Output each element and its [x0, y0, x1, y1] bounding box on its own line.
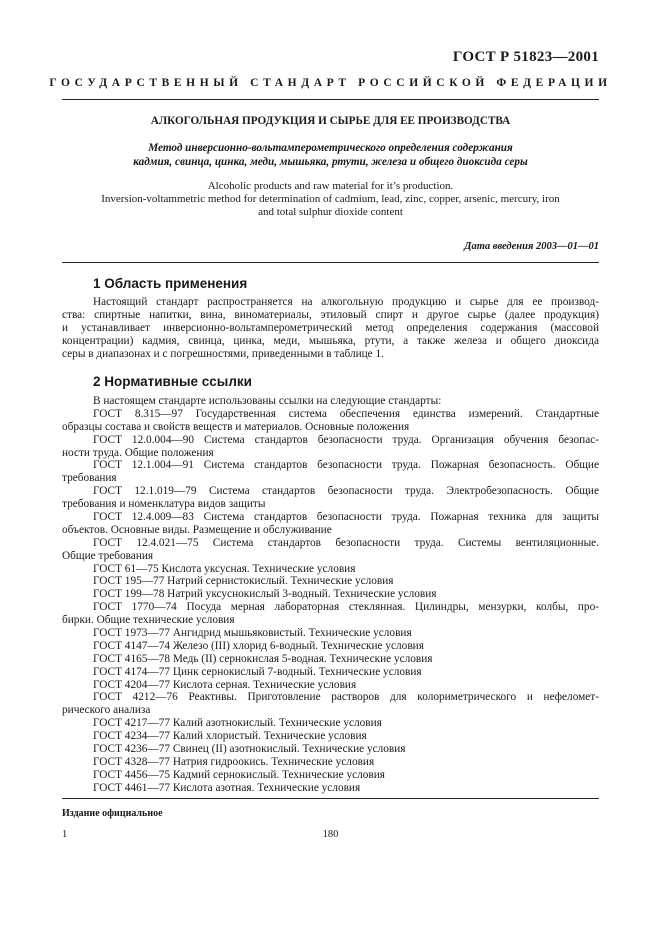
text-line: ГОСТ 8.315—97 Государственная система обеспечения единства измерений. Стандартные [93, 407, 599, 420]
section-1-heading: 1 Область применения [93, 276, 248, 291]
text-line: ГОСТ 1770—74 Посуда мерная лабораторная стеклянная. Цилиндры, мензурки, колбы, про- [93, 601, 599, 614]
text-line: ГОСТ 4165—78 Медь (II) сернокислая 5-водная. Технические условия [93, 652, 433, 665]
text-line: требования [62, 472, 117, 485]
text-line: рического анализа [62, 704, 151, 717]
text-line: ности труда. Общие положения [62, 446, 214, 459]
section-1-body [62, 296, 599, 360]
text-line: образцы состава и свойств веществ и материалов. Основные положения [62, 420, 410, 433]
text-line: ГОСТ 4147—74 Железо (III) хлорид 6-водный. Технические условия [93, 639, 424, 652]
page-number-center: 180 [322, 829, 339, 840]
text-line: ГОСТ 199—78 Натрий уксуснокислый 3-водный. Технические условия [93, 588, 437, 601]
text-line: ГОСТ 4456—75 Кадмий сернокислый. Технические условия [93, 768, 385, 781]
edition-note: Издание официальное [62, 808, 163, 819]
date-divider [62, 262, 599, 263]
text-line: ГОСТ 12.4.009—83 Система стандартов безопасности труда. Пожарная техника для защиты [93, 511, 599, 524]
text-line: В настоящем стандарте использованы ссылки на следующие стандарты: [93, 395, 442, 407]
state-standard-banner: ГОСУДАРСТВЕННЫЙ СТАНДАРТ РОССИЙСКОЙ ФЕДЕРАЦИИ [49, 77, 612, 89]
gost-number: ГОСТ Р 51823—2001 [452, 49, 599, 65]
document-subtitle [0, 142, 661, 169]
text-line: Общие требования [62, 549, 154, 562]
text-line: ГОСТ 4234—77 Калий хлористый. Технические условия [93, 730, 367, 743]
section-2-heading: 2 Нормативные ссылки [93, 374, 252, 389]
text-line: серы в диапазонах и с погрешностями, приведенными в таблице 1. [62, 347, 384, 360]
text-line: объектов. Основные виды. Размещение и обслуживание [62, 523, 332, 536]
english-title-line: and total sulphur dioxide content [258, 206, 403, 218]
text-line: ГОСТ 195—77 Натрий сернистокислый. Технические условия [93, 575, 394, 588]
text-line: ГОСТ 4236—77 Свинец (II) азотнокислый. Технические условия [93, 743, 406, 756]
english-title-line: Alcoholic products and raw material for it’s production. [207, 180, 454, 192]
text-line: требования и номенклатура видов защиты [62, 498, 266, 511]
header-divider [62, 99, 599, 100]
text-line: концентрации) кадмия, свинца, цинка, меди, мышьяка, ртути, а также железа и общего диоксида [62, 334, 599, 347]
english-title-line: Inversion-voltammetric method for determination of cadmium, lead, zinc, copper, arsenic, mercury, iron [101, 193, 560, 205]
text-line: ГОСТ 4174—77 Цинк сернокислый 7-водный. Технические условия [93, 665, 422, 678]
text-line: ГОСТ 4204—77 Кислота серная. Технические условия [93, 678, 357, 691]
text-line: ства: спиртные напитки, вина, виноматериалы, этиловый спирт и другое сырье (далее продукция) [62, 308, 599, 321]
subtitle-line: кадмия, свинца, цинка, меди, мышьяка, ртути, железа и общего диоксида серы [133, 155, 528, 168]
text-line: ГОСТ 1973—77 Ангидрид мышьяковистый. Технические условия [93, 627, 412, 640]
text-line: бирки. Общие технические условия [62, 614, 235, 627]
introduction-date: Дата введения 2003—01—01 [464, 241, 599, 252]
text-line: ГОСТ 12.0.004—90 Система стандартов безопасности труда. Организация обучения безопас- [93, 433, 599, 446]
text-line: ГОСТ 4461—77 Кислота азотная. Технические условия [93, 781, 361, 794]
page-number-left: 1 [62, 829, 68, 840]
text-line: ГОСТ 4217—77 Калий азотнокислый. Технические условия [93, 717, 382, 730]
text-line: и устанавливает инверсионно-вольтамперометрический метод определения содержания (массовой [62, 321, 599, 334]
text-line: Настоящий стандарт распространяется на алкогольную продукцию и сырье для ее производ- [93, 296, 599, 308]
section-2-body [62, 395, 599, 795]
subtitle-line: Метод инверсионно-вольтамперометрического определения содержания [148, 142, 513, 154]
text-line: ГОСТ 61—75 Кислота уксусная. Технические условия [93, 562, 356, 575]
text-line: ГОСТ 4328—77 Натрия гидроокись. Технические условия [93, 755, 375, 768]
english-title [0, 180, 661, 219]
text-line: ГОСТ 12.1.019—79 Система стандартов безопасности труда. Электробезопасность. Общие [93, 485, 599, 498]
document-title: АЛКОГОЛЬНАЯ ПРОДУКЦИЯ И СЫРЬЕ ДЛЯ ЕЕ ПРОИЗВОДСТВА [150, 115, 511, 127]
text-line: ГОСТ 4212—76 Реактивы. Приготовление растворов для колориметрического и нефеломет- [93, 691, 599, 704]
text-line: ГОСТ 12.4.021—75 Система стандартов безопасности труда. Системы вентиляционные. [93, 536, 599, 549]
text-line: ГОСТ 12.1.004—91 Система стандартов безопасности труда. Пожарная безопасность. Общие [93, 459, 599, 472]
footer-divider [62, 798, 599, 799]
